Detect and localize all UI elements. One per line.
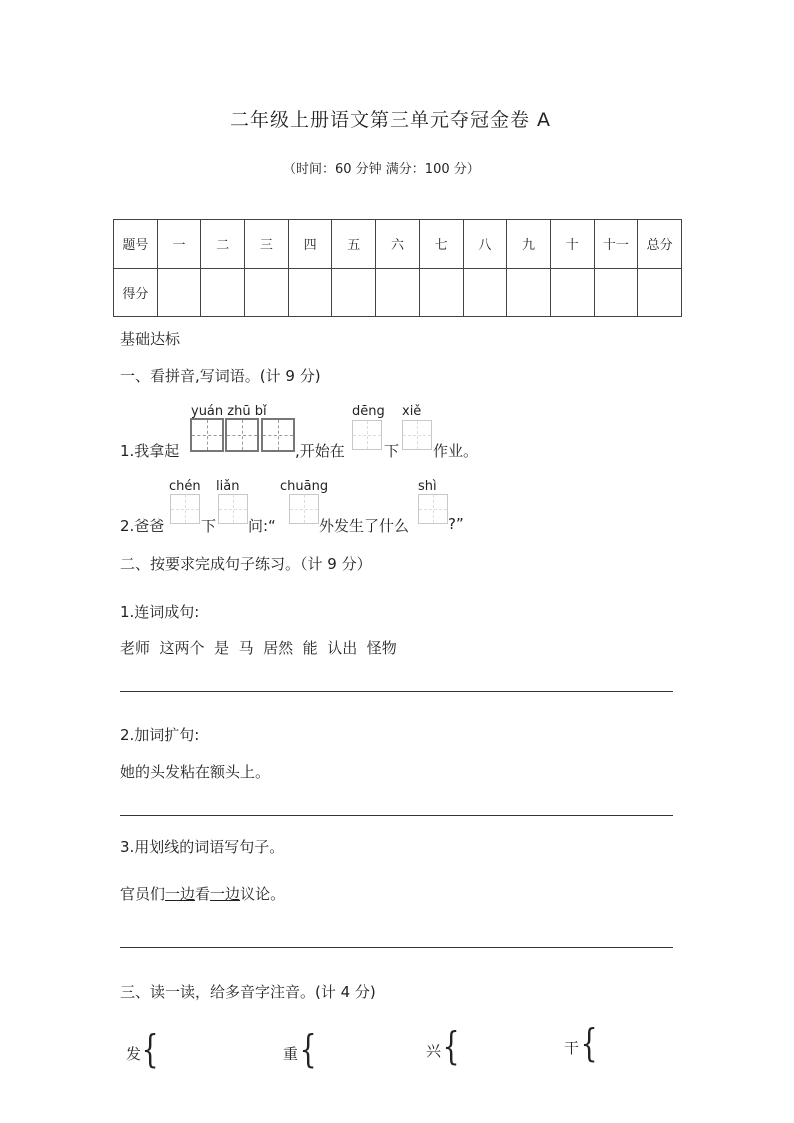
pinyin-yuanzhubi: yuán zhū bǐ [191,404,267,419]
page-title: 二年级上册语文第三单元夺冠金卷 A [230,109,552,131]
score-cell[interactable] [332,268,376,317]
q1-item2-mid2: 问:“ [248,517,276,535]
brace-icon: { [141,1027,159,1071]
q1-item2-prefix: 2.爸爸 [120,517,165,535]
score-cell[interactable] [594,268,638,317]
score-cell[interactable] [288,268,332,317]
q1-item2-mid1: 下 [201,517,217,535]
underlined-word: 一边 [210,885,241,903]
q1-item2-suffix: ?” [448,515,464,533]
score-header-cell: 一 [157,220,201,269]
pinyin-shi: shì [418,479,437,494]
q2-heading: 二、按要求完成句子练习。（计 9 分） [120,555,372,573]
tianzige-box[interactable] [170,494,200,524]
score-cell[interactable] [245,268,289,317]
score-header-cell: 九 [507,220,551,269]
polyphone-char: 重 [283,1045,299,1063]
q2-s1-label: 1.连词成句: [120,603,200,621]
polyphone-char: 干 [564,1039,580,1057]
polyphone-char: 发 [126,1045,142,1063]
brace-icon: { [299,1027,317,1071]
answer-line[interactable] [120,947,673,948]
exam-info: （时间：60 分钟 满分：100 分） [283,162,480,177]
score-header-cell: 二 [201,220,245,269]
score-table [113,219,682,317]
score-header-cell: 四 [288,220,332,269]
pinyin-chuang: chuāng [280,479,329,494]
sentence-part: 看 [195,885,211,903]
tianzige-box[interactable] [352,420,382,450]
sentence-part: 议论。 [240,885,286,903]
tianzige-box[interactable] [418,494,448,524]
polyphone-char: 兴 [426,1042,442,1060]
q2-s2-sentence: 她的头发粘在额头上。 [120,763,271,781]
tianzige-box[interactable] [225,418,259,452]
tianzige-box[interactable] [190,418,224,452]
q3-heading: 三、读一读，给多音字注音。(计 4 分) [120,983,376,1001]
brace-icon: { [580,1021,598,1065]
pinyin-xie: xiě [402,404,422,419]
tianzige-box[interactable] [261,418,295,452]
score-header-cell: 八 [463,220,507,269]
pinyin-lian: liǎn [216,479,240,494]
q1-item2-mid3: 外发生了什么 [319,517,410,535]
sentence-part: 官员们 [120,885,166,903]
score-header-cell: 六 [376,220,420,269]
score-header-cell: 十 [550,220,594,269]
q2-s3-sentence [120,883,285,904]
score-header-cell: 总分 [638,220,682,269]
score-table-score-row [114,268,682,317]
score-cell[interactable] [419,268,463,317]
score-cell[interactable] [376,268,420,317]
answer-line[interactable] [120,691,673,692]
score-header-cell: 七 [419,220,463,269]
q1-item1-mid1: ,开始在 [295,442,345,460]
score-header-cell: 题号 [114,220,158,269]
answer-line[interactable] [120,815,673,816]
tianzige-box[interactable] [289,494,319,524]
score-header-cell: 五 [332,220,376,269]
score-cell[interactable] [638,268,682,317]
q1-item1-suffix: 作业。 [433,442,479,460]
tianzige-box[interactable] [218,494,248,524]
q2-s1-words: 老师 这两个 是 马 居然 能 认出 怪物 [120,639,397,657]
score-cell[interactable] [157,268,201,317]
score-header-cell: 三 [245,220,289,269]
score-header-cell: 十一 [594,220,638,269]
score-table-header-row [114,220,682,269]
tianzige-box[interactable] [402,420,432,450]
pinyin-deng: dēng [352,404,385,419]
score-cell[interactable] [550,268,594,317]
underlined-word: 一边 [165,885,196,903]
score-cell[interactable] [507,268,551,317]
q2-s3-label: 3.用划线的词语写句子。 [120,838,285,856]
q1-item1-prefix: 1.我拿起 [120,442,180,460]
q1-heading: 一、看拼音,写词语。(计 9 分) [120,367,321,385]
section-basic-heading: 基础达标 [120,330,181,348]
brace-icon: { [442,1024,460,1068]
score-cell[interactable] [201,268,245,317]
q1-item1-mid2: 下 [384,442,400,460]
q2-s2-label: 2.加词扩句: [120,726,200,744]
pinyin-chen: chén [169,479,201,494]
score-cell[interactable] [463,268,507,317]
score-row-label: 得分 [114,268,158,317]
